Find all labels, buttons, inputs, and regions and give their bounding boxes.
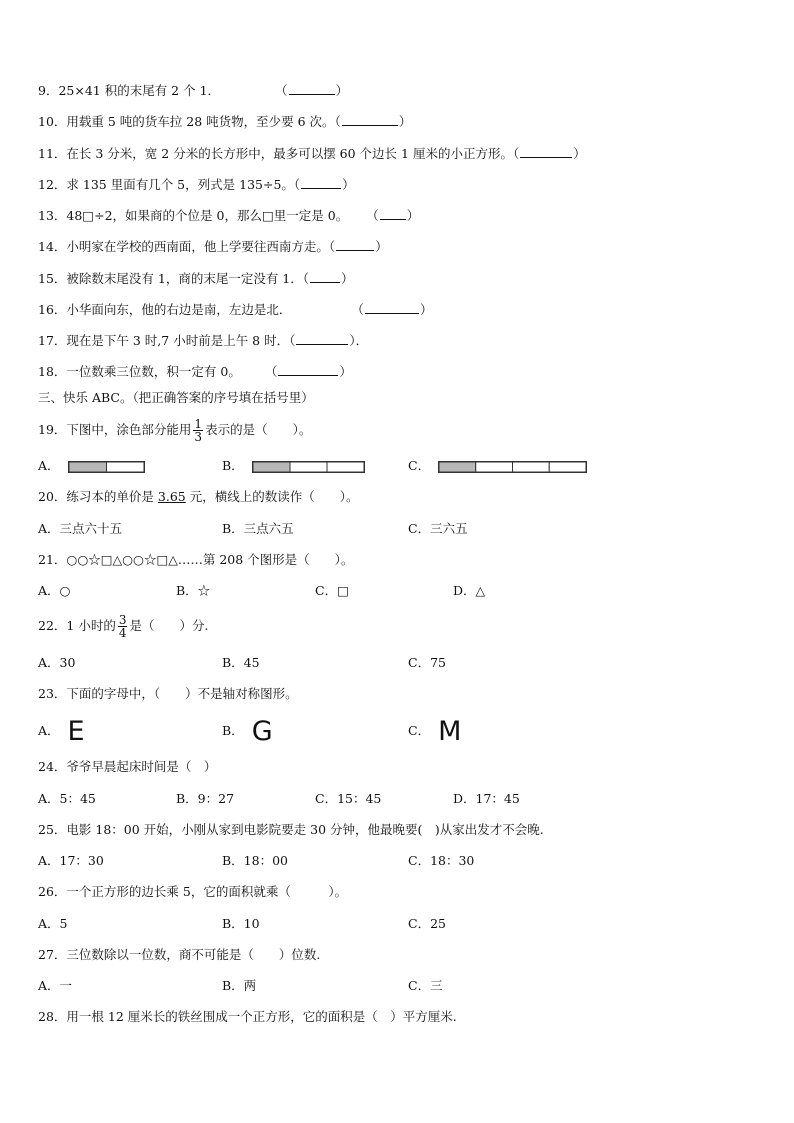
option-20-b[interactable]: B．三点六五 bbox=[222, 521, 294, 536]
answer-blank[interactable] bbox=[310, 271, 340, 283]
option-24-c[interactable]: C．15：45 bbox=[315, 791, 382, 806]
option-24-a[interactable]: A．5：45 bbox=[38, 791, 96, 806]
question-16: 16．小华面向东，他的右边是南，左边是北． （ ） bbox=[38, 302, 433, 317]
letter-e: E bbox=[67, 716, 85, 747]
option-26-b[interactable]: B．10 bbox=[222, 916, 260, 931]
fraction: $\frac{1}{3}$ bbox=[194, 417, 203, 444]
answer-blank[interactable] bbox=[520, 146, 572, 158]
question-18: 18．一位数乘三位数，积一定有 0。 （ ） bbox=[38, 364, 352, 379]
answer-blank[interactable] bbox=[301, 177, 341, 189]
option-21-a[interactable]: A．○ bbox=[38, 583, 71, 598]
answer-blank[interactable] bbox=[365, 302, 419, 314]
option-19-a[interactable]: A． bbox=[38, 458, 145, 474]
bar-svg bbox=[253, 462, 364, 472]
option-19-c[interactable]: C． bbox=[408, 458, 587, 474]
option-20-a[interactable]: A．三点六十五 bbox=[38, 521, 123, 536]
option-23-a[interactable]: A． E bbox=[38, 716, 85, 747]
fraction: $\frac{3}{4}$ bbox=[118, 613, 127, 640]
option-23-b[interactable]: B． G bbox=[222, 716, 273, 747]
option-22-b[interactable]: B．45 bbox=[222, 655, 260, 670]
option-25-b[interactable]: B．18：00 bbox=[222, 853, 288, 868]
option-20-c[interactable]: C．三六五 bbox=[408, 521, 468, 536]
option-25-a[interactable]: A．17：30 bbox=[38, 853, 104, 868]
question-20: 20．练习本的单价是 3.65 元，横线上的数读作（ ）。 bbox=[38, 489, 359, 504]
question-12: 12．求 135 里面有几个 5，列式是 135÷5。（ ） bbox=[38, 177, 355, 192]
option-25-c[interactable]: C．18：30 bbox=[408, 853, 475, 868]
option-21-d[interactable]: D．△ bbox=[453, 583, 486, 598]
option-26-a[interactable]: A．5 bbox=[38, 916, 68, 931]
question-14: 14．小明家在学校的西南面，他上学要往西南方走。（ ） bbox=[38, 239, 388, 254]
letter-m: M bbox=[438, 716, 462, 747]
empty-segment bbox=[106, 462, 144, 472]
option-21-b[interactable]: B．☆ bbox=[176, 583, 211, 598]
question-25: 25．电影 18：00 开始，小刚从家到电影院要走 30 分钟，他最晚要( )从家出发才不会晚. bbox=[38, 822, 544, 837]
empty-segment bbox=[290, 462, 327, 472]
question-13: 13．48□÷2，如果商的个位是 0，那么□里一定是 0。 （ ） bbox=[38, 208, 420, 223]
question-10: 10．用载重 5 吨的货车拉 28 吨货物，至少要 6 次。（ ） bbox=[38, 114, 412, 129]
question-24: 24．爷爷早晨起床时间是（ ） bbox=[38, 759, 217, 774]
empty-segment bbox=[476, 462, 513, 472]
fraction-bar bbox=[252, 461, 365, 473]
fraction-bar bbox=[438, 461, 587, 473]
question-26: 26．一个正方形的边长乘 5，它的面积就乘（ ）。 bbox=[38, 884, 348, 899]
question-15: 15．被除数末尾没有 1，商的末尾一定没有 1．（ ） bbox=[38, 271, 354, 286]
option-22-a[interactable]: A．30 bbox=[38, 655, 76, 670]
answer-blank[interactable] bbox=[296, 333, 348, 345]
option-27-c[interactable]: C．三 bbox=[408, 978, 443, 993]
option-24-d[interactable]: D．17：45 bbox=[453, 791, 520, 806]
question-21: 21．○○☆□△○○☆□△……第 208 个图形是（ ）。 bbox=[38, 552, 354, 567]
question-17: 17．现在是下午 3 时,7 小时前是上午 8 时．（ ）． bbox=[38, 333, 369, 348]
underlined-number: 3.65 bbox=[157, 489, 186, 504]
option-23-c[interactable]: C． M bbox=[408, 716, 462, 747]
bar-svg bbox=[69, 462, 144, 472]
question-9: 9．25×41 积的末尾有 2 个 1． （ ） bbox=[38, 83, 349, 98]
question-text: 13．48□÷2，如果商的个位是 0，那么□里一定是 0。 bbox=[38, 208, 349, 223]
question-28: 28．用一根 12 厘米长的铁丝围成一个正方形，它的面积是（ ）平方厘米. bbox=[38, 1009, 457, 1024]
section-heading: 三、快乐 ABC。（把正确答案的序号填在括号里） bbox=[38, 390, 314, 405]
question-text: 12．求 135 里面有几个 5，列式是 135÷5。 bbox=[38, 177, 294, 192]
option-19-b[interactable]: B． bbox=[222, 458, 365, 474]
question-text: 14．小明家在学校的西南面，他上学要往西南方走。 bbox=[38, 239, 329, 254]
answer-blank[interactable] bbox=[289, 83, 335, 95]
question-text: 10．用载重 5 吨的货车拉 28 吨货物，至少要 6 次。 bbox=[38, 114, 335, 129]
letter-g: G bbox=[251, 716, 273, 747]
fraction-bar bbox=[68, 461, 145, 473]
option-27-a[interactable]: A．一 bbox=[38, 978, 73, 993]
answer-blank[interactable] bbox=[336, 239, 374, 251]
question-23: 23．下面的字母中，（ ）不是轴对称图形。 bbox=[38, 686, 298, 701]
question-11: 11．在长 3 分米，宽 2 分米的长方形中，最多可以摆 60 个边长 1 厘米的小正方形。（ ） bbox=[38, 146, 586, 161]
question-19: 19．下图中，涂色部分能用 $\frac{1}{3}$ 表示的是（ ）。 bbox=[38, 417, 312, 444]
option-27-b[interactable]: B．两 bbox=[222, 978, 257, 993]
shaded-segment bbox=[253, 462, 290, 472]
option-21-c[interactable]: C．□ bbox=[315, 583, 349, 598]
answer-blank[interactable] bbox=[342, 114, 398, 126]
answer-blank[interactable] bbox=[380, 208, 406, 220]
empty-segment bbox=[549, 462, 586, 472]
option-22-c[interactable]: C．75 bbox=[408, 655, 446, 670]
question-22: 22．1 小时的 $\frac{3}{4}$ 是（ ）分. bbox=[38, 613, 209, 640]
empty-segment bbox=[327, 462, 364, 472]
question-text: 17．现在是下午 3 时,7 小时前是上午 8 时． bbox=[38, 333, 290, 348]
shaded-segment bbox=[69, 462, 107, 472]
question-text: 18．一位数乘三位数，积一定有 0。 bbox=[38, 364, 241, 379]
option-24-b[interactable]: B．9：27 bbox=[176, 791, 235, 806]
empty-segment bbox=[513, 462, 550, 472]
answer-blank[interactable] bbox=[278, 364, 338, 376]
question-text: 9．25×41 积的末尾有 2 个 1． bbox=[38, 83, 221, 98]
option-26-c[interactable]: C．25 bbox=[408, 916, 446, 931]
shaded-segment bbox=[439, 462, 476, 472]
bar-svg bbox=[439, 462, 586, 472]
question-text: 16．小华面向东，他的右边是南，左边是北． bbox=[38, 302, 292, 317]
question-text: 15．被除数末尾没有 1，商的末尾一定没有 1． bbox=[38, 271, 303, 286]
question-text: 11．在长 3 分米，宽 2 分米的长方形中，最多可以摆 60 个边长 1 厘米的小正方形。 bbox=[38, 146, 513, 161]
question-27: 27．三位数除以一位数，商不可能是（ ）位数. bbox=[38, 947, 321, 962]
